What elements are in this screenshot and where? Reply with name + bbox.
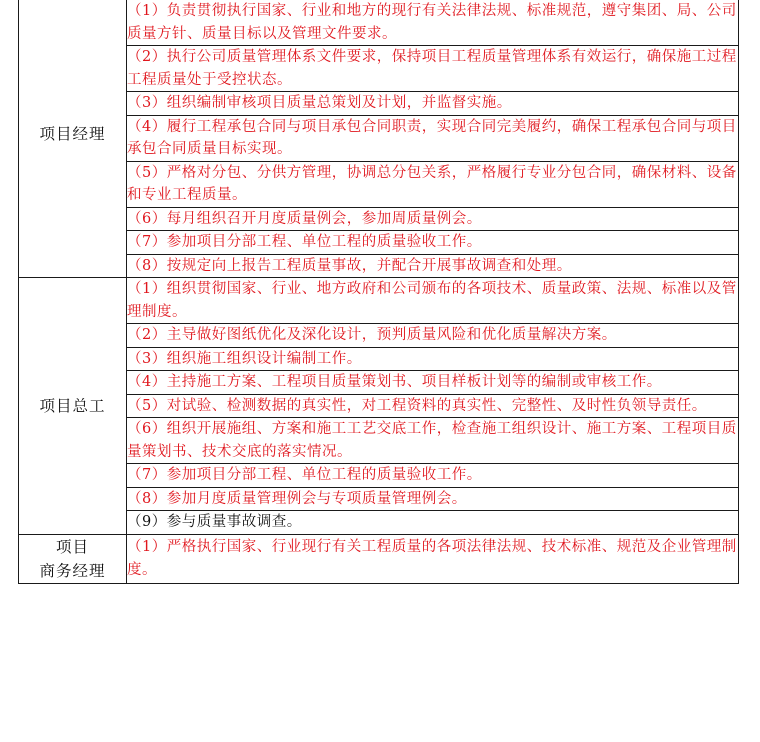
table-row <box>19 46 739 92</box>
table-row <box>19 511 739 535</box>
table-row <box>19 464 739 488</box>
table-row <box>19 371 739 395</box>
table-row <box>19 347 739 371</box>
duty-item: （3）组织施工组织设计编制工作。 <box>127 347 739 371</box>
duty-item: （6）组织开展施组、方案和施工工艺交底工作，检查施工组织设计、施工方案、工程项目质量策划书、技术交底的落实情况。 <box>127 418 739 464</box>
table-row <box>19 534 739 583</box>
table-row <box>19 324 739 348</box>
role-label-line-2: 商务经理 <box>39 561 106 580</box>
duty-item: （1）组织贯彻国家、行业、地方政府和公司颁布的各项技术、质量政策、法规、标准以及管理制度。 <box>127 278 739 324</box>
duty-item: （1）严格执行国家、行业现行有关工程质量的各项法律法规、技术标准、规范及企业管理制度。 <box>127 534 739 583</box>
duty-item: （6）每月组织召开月度质量例会，参加周质量例会。 <box>127 207 739 231</box>
duty-item: （2）执行公司质量管理体系文件要求，保持项目工程质量管理体系有效运行，确保施工过程工程质量处于受控状态。 <box>127 46 739 92</box>
table-row <box>19 278 739 324</box>
duty-item: （1）负责贯彻执行国家、行业和地方的现行有关法律法规、标准规范，遵守集团、局、公司质量方针、质量目标以及管理文件要求。 <box>127 0 739 46</box>
role-label: 项目经理 <box>39 125 106 143</box>
table-row <box>19 254 739 278</box>
duty-item: （4）主持施工方案、工程项目质量策划书、项目样板计划等的编制或审核工作。 <box>127 371 739 395</box>
table-row <box>19 231 739 255</box>
duty-item: （8）按规定向上报告工程质量事故，并配合开展事故调查和处理。 <box>127 254 739 278</box>
duty-item: （3）组织编制审核项目质量总策划及计划，并监督实施。 <box>127 92 739 116</box>
duty-item: （9）参与质量事故调查。 <box>127 511 739 535</box>
role-cell-business-manager <box>19 534 127 583</box>
table-row <box>19 207 739 231</box>
table-row <box>19 394 739 418</box>
table-row <box>19 115 739 161</box>
role-label: 项目总工 <box>39 396 106 415</box>
table-row <box>19 487 739 511</box>
responsibility-table <box>18 0 739 584</box>
role-cell-chief-engineer <box>19 278 127 535</box>
table-row <box>19 161 739 207</box>
role-label-line-1: 项目 <box>55 537 89 556</box>
duty-item: （7）参加项目分部工程、单位工程的质量验收工作。 <box>127 464 739 488</box>
duty-item: （5）对试验、检测数据的真实性，对工程资料的真实性、完整性、及时性负领导责任。 <box>127 394 739 418</box>
table-row <box>19 0 739 46</box>
role-cell-project-manager <box>19 0 127 278</box>
table-row <box>19 92 739 116</box>
duty-item: （7）参加项目分部工程、单位工程的质量验收工作。 <box>127 231 739 255</box>
table-row <box>19 418 739 464</box>
duty-item: （2）主导做好图纸优化及深化设计，预判质量风险和优化质量解决方案。 <box>127 324 739 348</box>
duty-item: （8）参加月度质量管理例会与专项质量管理例会。 <box>127 487 739 511</box>
duty-item: （4）履行工程承包合同与项目承包合同职责，实现合同完美履约，确保工程承包合同与项目承包合同质量目标实现。 <box>127 115 739 161</box>
duty-item: （5）严格对分包、分供方管理，协调总分包关系，严格履行专业分包合同，确保材料、设备和专业工程质量。 <box>127 161 739 207</box>
